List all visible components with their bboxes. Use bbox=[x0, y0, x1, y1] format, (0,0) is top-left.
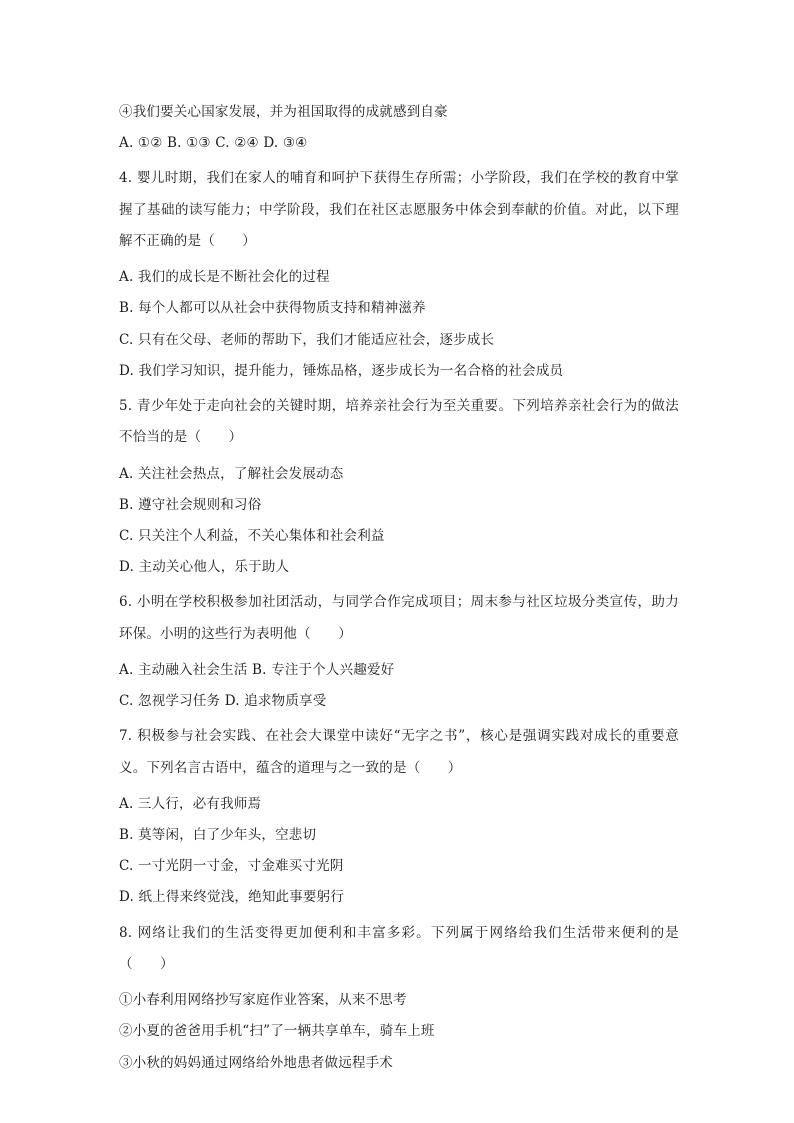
q8-statement-1: ①小春利用网络抄写家庭作业答案，从来不思考 bbox=[119, 992, 407, 1009]
q7-option-c: C. 一寸光阴一寸金，寸金难买寸光阴 bbox=[119, 858, 344, 875]
q3-options: A. ①② B. ①③ C. ②④ D. ③④ bbox=[119, 135, 308, 152]
q4-option-d: D. 我们学习知识，提升能力，锤炼品格，逐步成长为一名合格的社会成员 bbox=[119, 362, 564, 379]
q4-option-a: A. 我们的成长是不断社会化的过程 bbox=[119, 269, 330, 286]
q3-statement-4: ④我们要关心国家发展，并为祖国取得的成就感到自豪 bbox=[119, 104, 448, 120]
q5-option-d: D. 主动关心他人，乐于助人 bbox=[119, 559, 290, 576]
q7-option-b: B. 莫等闲，白了少年头，空悲切 bbox=[119, 827, 317, 844]
q4-option-b: B. 每个人都可以从社会中获得物质支持和精神滋养 bbox=[119, 300, 426, 317]
q5-option-a: A. 关注社会热点，了解社会发展动态 bbox=[119, 465, 344, 482]
q5-stem: 5. 青少年处于走向社会的关键时期，培养亲社会行为至关重要。下列培养亲社会行为的做法不恰当的是（ ） bbox=[119, 398, 679, 446]
q7-option-d: D. 纸上得来终觉浅，绝知此事要躬行 bbox=[119, 889, 345, 906]
q8-stem: 8. 网络让我们的生活变得更加便利和丰富多彩。下列属于网络给我们生活带来便利的是（ ） bbox=[119, 924, 679, 972]
q8-statement-2: ②小夏的爸爸用手机“扫”了一辆共享单车，骑车上班 bbox=[119, 1023, 435, 1040]
q6-stem: 6. 小明在学校积极参加社团活动，与同学合作完成项目；周末参与社区垃圾分类宣传，助力环保。小明的这些行为表明他（ ） bbox=[119, 594, 679, 642]
q8-statement-3: ③小秋的妈妈通过网络给外地患者做远程手术 bbox=[119, 1054, 393, 1071]
q6-options-ab: A. 主动融入社会生活 B. 专注于个人兴趣爱好 bbox=[119, 661, 395, 678]
q7-option-a: A. 三人行，必有我师焉 bbox=[119, 795, 262, 812]
q6-options-cd: C. 忽视学习任务 D. 追求物质享受 bbox=[119, 693, 327, 710]
q5-option-b: B. 遵守社会规则和习俗 bbox=[119, 496, 262, 513]
page-content bbox=[119, 101, 679, 1083]
q5-option-c: C. 只关注个人利益，不关心集体和社会利益 bbox=[119, 527, 385, 544]
q4-option-c: C. 只有在父母、老师的帮助下，我们才能适应社会，逐步成长 bbox=[119, 331, 495, 348]
q7-stem: 7. 积极参与社会实践、在社会大课堂中读好“无字之书”，核心是强调实践对成长的重要意义。下列名言古语中，蕴含的道理与之一致的是（ ） bbox=[119, 728, 679, 776]
q4-stem: 4. 婴儿时期，我们在家人的哺育和呵护下获得生存所需；小学阶段，我们在学校的教育中掌握了基础的读写能力；中学阶段，我们在社区志愿服务中体会到奉献的价值。对此，以下理解不正确的是（ ） bbox=[119, 170, 679, 249]
